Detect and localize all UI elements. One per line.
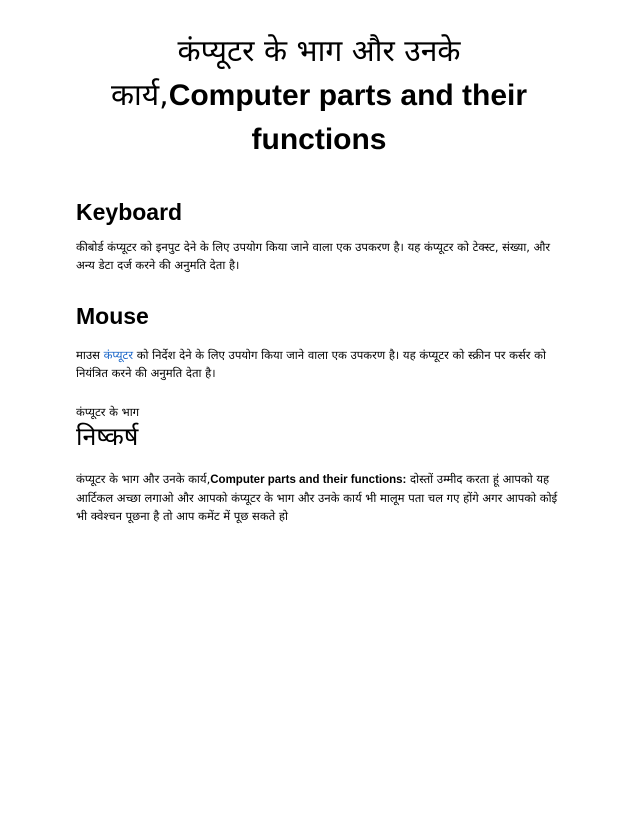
title-line-2-hindi: कार्य, bbox=[110, 78, 169, 113]
mouse-text-start: माउस bbox=[76, 348, 104, 362]
mouse-text-end: को निर्देश देने के लिए उपयोग किया जाने वाला एक उपकरण है। यह कंप्यूटर को स्क्रीन पर कर्सर को नियंत्रित करने की अनुमति देता है। bbox=[76, 348, 546, 380]
conclusion-text-end: दोस्तों उम्मीद करता हूं आपको यह आर्टिकल अच्छा लगाओ और आपको कंप्यूटर के भाग और उनके कार्य भी मालूम पता चल गए होंगे अगर आपको कोई भी क्वेश्चन पूछना है तो आप कमेंट में पूछ सकते हो bbox=[76, 472, 558, 523]
conclusion-heading: निष्कर्ष bbox=[76, 422, 139, 451]
title-line-3: functions bbox=[251, 123, 387, 156]
conclusion-bold-text: Computer parts and their functions: bbox=[210, 474, 407, 486]
title-line-1: कंप्यूटर के भाग और उनके bbox=[177, 34, 461, 69]
conclusion-paragraph bbox=[76, 470, 562, 525]
keyboard-heading: Keyboard bbox=[76, 199, 183, 225]
conclusion-text-start: कंप्यूटर के भाग और उनके कार्य, bbox=[76, 472, 211, 486]
mouse-paragraph bbox=[76, 346, 562, 382]
keyboard-paragraph: कीबोर्ड कंप्यूटर को इनपुट देने के लिए उपयोग किया जाने वाला एक उपकरण है। यह कंप्यूटर को टेक्स्ट, संख्या, और अन्य डेटा दर्ज करने की अनुमति देता है। bbox=[76, 240, 551, 272]
page-title bbox=[70, 30, 568, 162]
mouse-heading: Mouse bbox=[76, 303, 149, 329]
computer-link[interactable]: कंप्यूटर bbox=[103, 348, 134, 362]
title-line-2-latin: Computer parts and their bbox=[168, 79, 528, 112]
parts-label: कंप्यूटर के भाग bbox=[76, 405, 140, 419]
